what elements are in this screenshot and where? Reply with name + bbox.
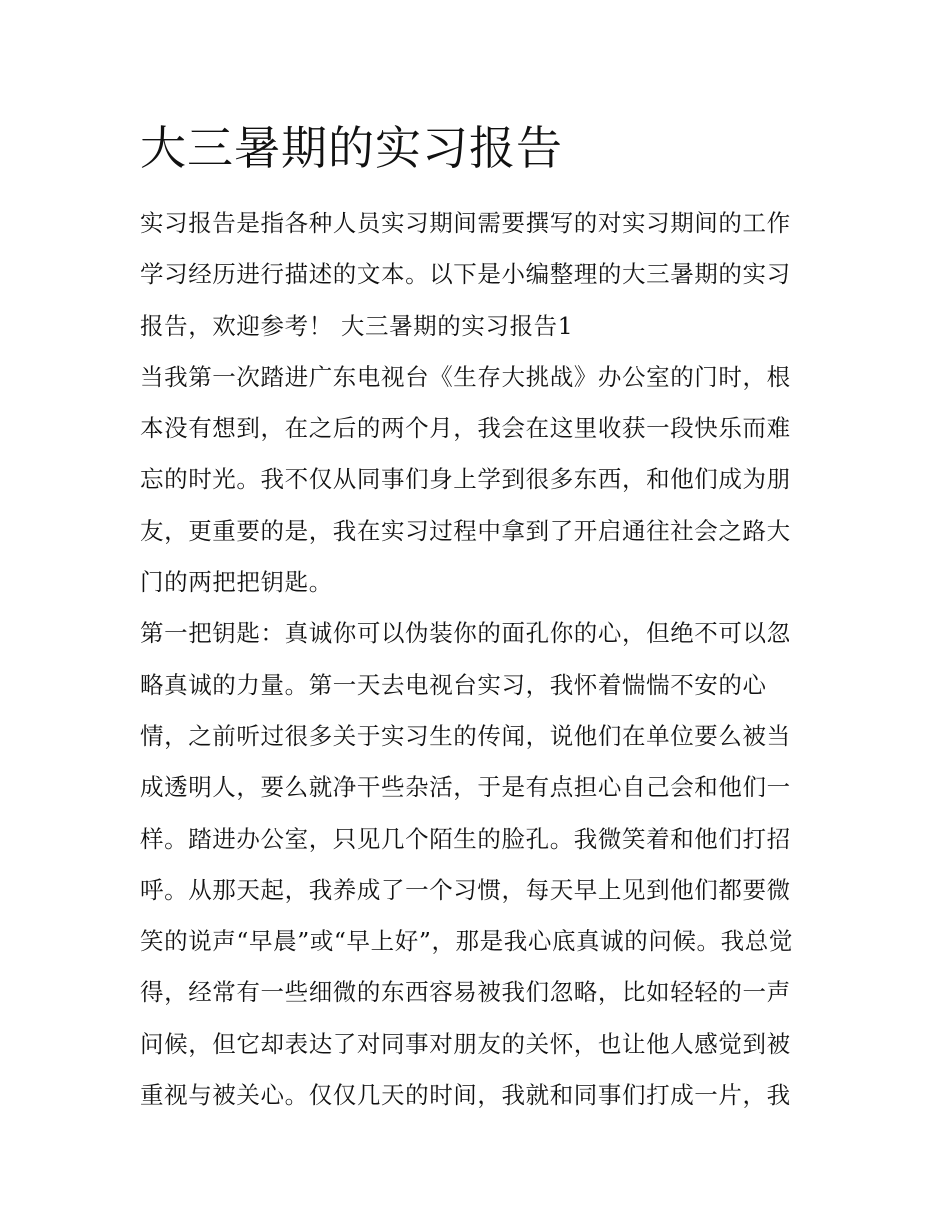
text-line: 忘的时光。我不仅从同事们身上学到很多东西，和他们成为朋 [140,465,791,494]
text-line: 问候，但它却表达了对同事对朋友的关怀，也让他人感觉到被 [140,1029,791,1058]
text-line: 成透明人，要么就净干些杂活，于是有点担心自己会和他们一 [140,773,791,802]
text-line: 情，之前听过很多关于实习生的传闻，说他们在单位要么被当 [140,721,791,750]
text-line: 报告，欢迎参考！ 大三暑期的实习报告1 [140,311,574,340]
document-title: 大三暑期的实习报告 [140,121,563,175]
text-line: 得，经常有一些细微的东西容易被我们忽略，比如轻轻的一声 [140,978,791,1007]
text-line: 第一把钥匙：真诚你可以伪装你的面孔你的心，但绝不可以忽 [140,619,791,648]
text-line: 重视与被关心。仅仅几天的时间，我就和同事们打成一片，我 [140,1081,791,1110]
text-line: 呼。从那天起，我养成了一个习惯，每天早上见到他们都要微 [140,875,791,904]
text-line: 门的两把把钥匙。 [140,568,333,597]
text-line: 笑的说声“早晨”或“早上好”，那是我心底真诚的问候。我总觉 [140,927,793,956]
text-line: 本没有想到，在之后的两个月，我会在这里收获一段快乐而难 [140,414,791,443]
text-line: 样。踏进办公室，只见几个陌生的脸孔。我微笑着和他们打招 [140,824,791,853]
document-body [140,198,820,1121]
text-line: 实习报告是指各种人员实习期间需要撰写的对实习期间的工作 [140,209,791,237]
text-line: 当我第一次踏进广东电视台《生存大挑战》办公室的门时，根 [140,362,791,391]
text-line: 略真诚的力量。第一天去电视台实习，我怀着惴惴不安的心 [140,670,767,699]
text-line: 友，更重要的是，我在实习过程中拿到了开启通往社会之路大 [140,516,791,545]
text-line: 学习经历进行描述的文本。以下是小编整理的大三暑期的实习 [140,260,791,289]
